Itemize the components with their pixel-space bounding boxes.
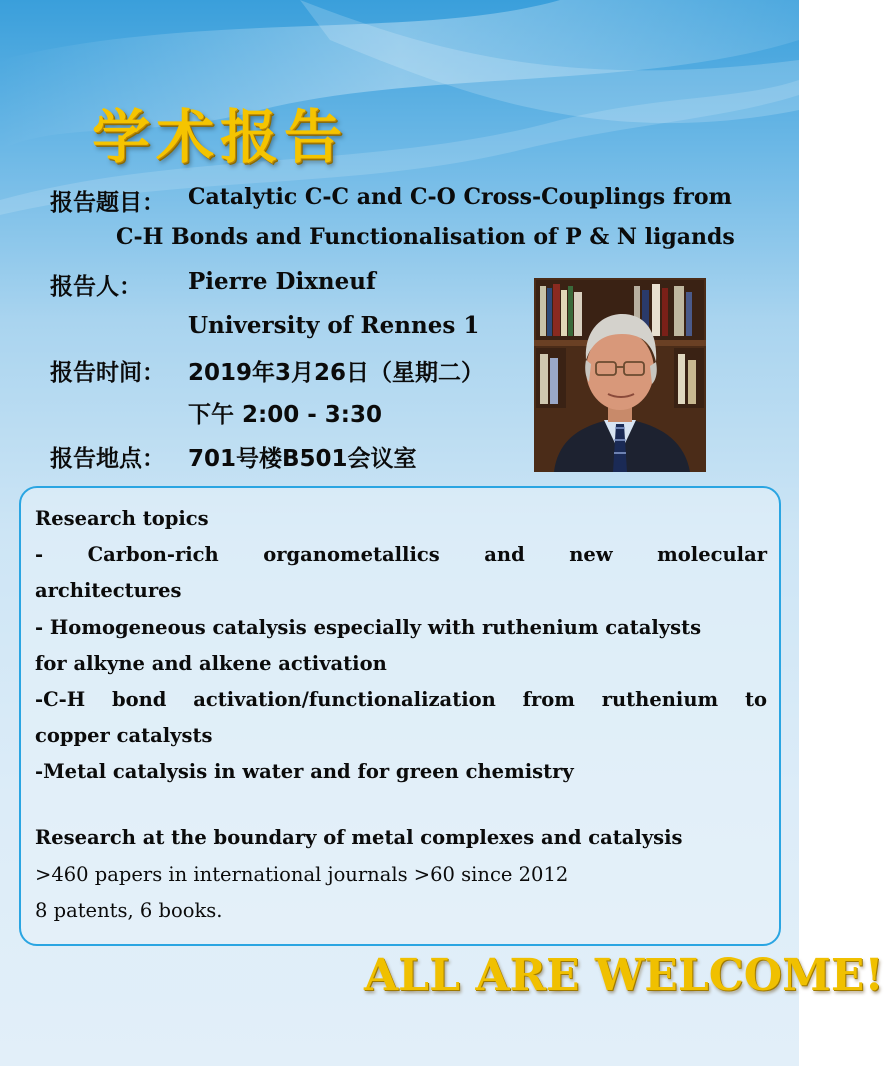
welcome-banner: ALL ARE WELCOME! xyxy=(364,950,884,1001)
word: new xyxy=(569,543,613,566)
word: bond xyxy=(111,688,167,711)
topic-title-line1: Catalytic C-C and C-O Cross-Couplings from xyxy=(188,184,732,210)
speaker-affiliation: University of Rennes 1 xyxy=(188,312,480,339)
research-item-1-cont: architectures xyxy=(35,579,182,602)
research-item-2-cont: for alkyne and alkene activation xyxy=(35,652,387,675)
venue-label: 报告地点： xyxy=(50,446,165,472)
speaker-photo xyxy=(534,278,706,472)
research-heading: Research topics xyxy=(35,507,209,530)
word: to xyxy=(744,688,767,711)
word: ruthenium xyxy=(601,688,719,711)
talk-date: 2019年3月26日（星期二） xyxy=(188,360,485,386)
word: from xyxy=(522,688,575,711)
talk-hours: 下午 2:00 - 3:30 xyxy=(188,402,382,428)
venue-place: 701号楼B501会议室 xyxy=(188,446,417,472)
word: -C-H xyxy=(35,688,86,711)
patents-books: 8 patents, 6 books. xyxy=(35,899,223,922)
word: and xyxy=(484,543,525,566)
research-item-3-cont: copper catalysts xyxy=(35,724,213,747)
speaker-label: 报告人： xyxy=(50,274,142,300)
research-item-1 xyxy=(35,543,767,566)
word: organometallics xyxy=(263,543,440,566)
time-label: 报告时间： xyxy=(50,360,165,386)
topic-title-line2: C-H Bonds and Functionalisation of P & N ligands xyxy=(116,224,735,250)
papers-count: >460 papers in international journals >60 since 2012 xyxy=(35,863,569,886)
word: - xyxy=(35,543,44,566)
topic-label: 报告题目： xyxy=(50,190,165,216)
banner-title: 学术报告 xyxy=(92,103,349,171)
speaker-name: Pierre Dixneuf xyxy=(188,268,376,295)
research-item-3 xyxy=(35,688,767,711)
word: molecular xyxy=(657,543,767,566)
word: Carbon-rich xyxy=(87,543,219,566)
research-summary-heading: Research at the boundary of metal complexes and catalysis xyxy=(35,826,683,849)
word: activation/functionalization xyxy=(193,688,496,711)
research-item-4: -Metal catalysis in water and for green chemistry xyxy=(35,760,574,783)
research-item-2: - Homogeneous catalysis especially with ruthenium catalysts xyxy=(35,616,702,639)
